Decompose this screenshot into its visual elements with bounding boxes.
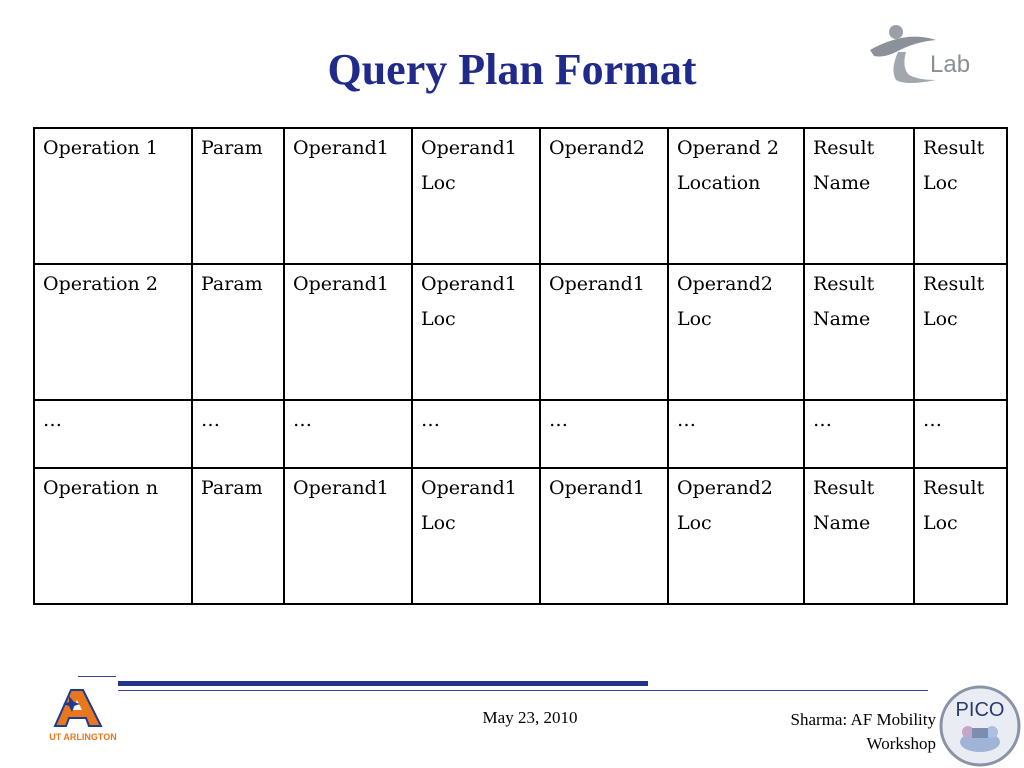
table-cell: Result Loc [914,128,1007,264]
table-cell: Result Name [804,468,914,604]
ilab-logo [866,22,980,88]
footer-rule-thick [118,681,648,686]
table-cell: … [34,400,192,468]
table-cell: Operand1 Loc [412,264,540,400]
table-cell: … [412,400,540,468]
table-row [34,128,1007,264]
table-cell: Operation 2 [34,264,192,400]
pico-logo [938,684,1022,768]
footer-author-line2: Workshop [866,734,936,753]
ilab-logo-text: Lab [930,51,971,78]
table-cell: Result Name [804,264,914,400]
pico-logo-text: PICO [955,699,1005,721]
ut-logo-text: UT ARLINGTON [49,732,117,742]
table-cell: Operand1 [284,128,412,264]
table-cell: Param [192,468,284,604]
table-cell: … [914,400,1007,468]
footer-rule-left [78,676,116,677]
table-cell: Param [192,128,284,264]
table-cell: Operand1 [540,468,668,604]
footer-rule-thin [118,690,928,691]
table-cell: Operand1 [284,468,412,604]
footer-author-line1: Sharma: AF Mobility [790,710,936,729]
ut-arlington-logo [43,688,123,744]
table-cell: Operand2 Loc [668,264,804,400]
table-row [34,264,1007,400]
table-row [34,400,1007,468]
table-cell: Operand2 [540,128,668,264]
footer-author [696,708,936,756]
table-cell: Result Loc [914,264,1007,400]
table-cell: … [540,400,668,468]
slide-title: Query Plan Format [327,45,697,94]
table-cell: Operand 2 Location [668,128,804,264]
table-cell: Operand1 [284,264,412,400]
table-cell: Result Loc [914,468,1007,604]
table-cell: Operation n [34,468,192,604]
table-cell: Result Name [804,128,914,264]
table-row [34,468,1007,604]
table-cell: Operand1 [540,264,668,400]
table-cell: Operation 1 [34,128,192,264]
table-cell: … [192,400,284,468]
table-cell: Operand1 Loc [412,468,540,604]
table-cell: Param [192,264,284,400]
table-cell: Operand2 Loc [668,468,804,604]
footer-date: May 23, 2010 [482,708,578,727]
table-cell: … [284,400,412,468]
query-plan-table [33,127,1008,605]
table-cell: … [804,400,914,468]
table-cell: … [668,400,804,468]
table-cell: Operand1 Loc [412,128,540,264]
